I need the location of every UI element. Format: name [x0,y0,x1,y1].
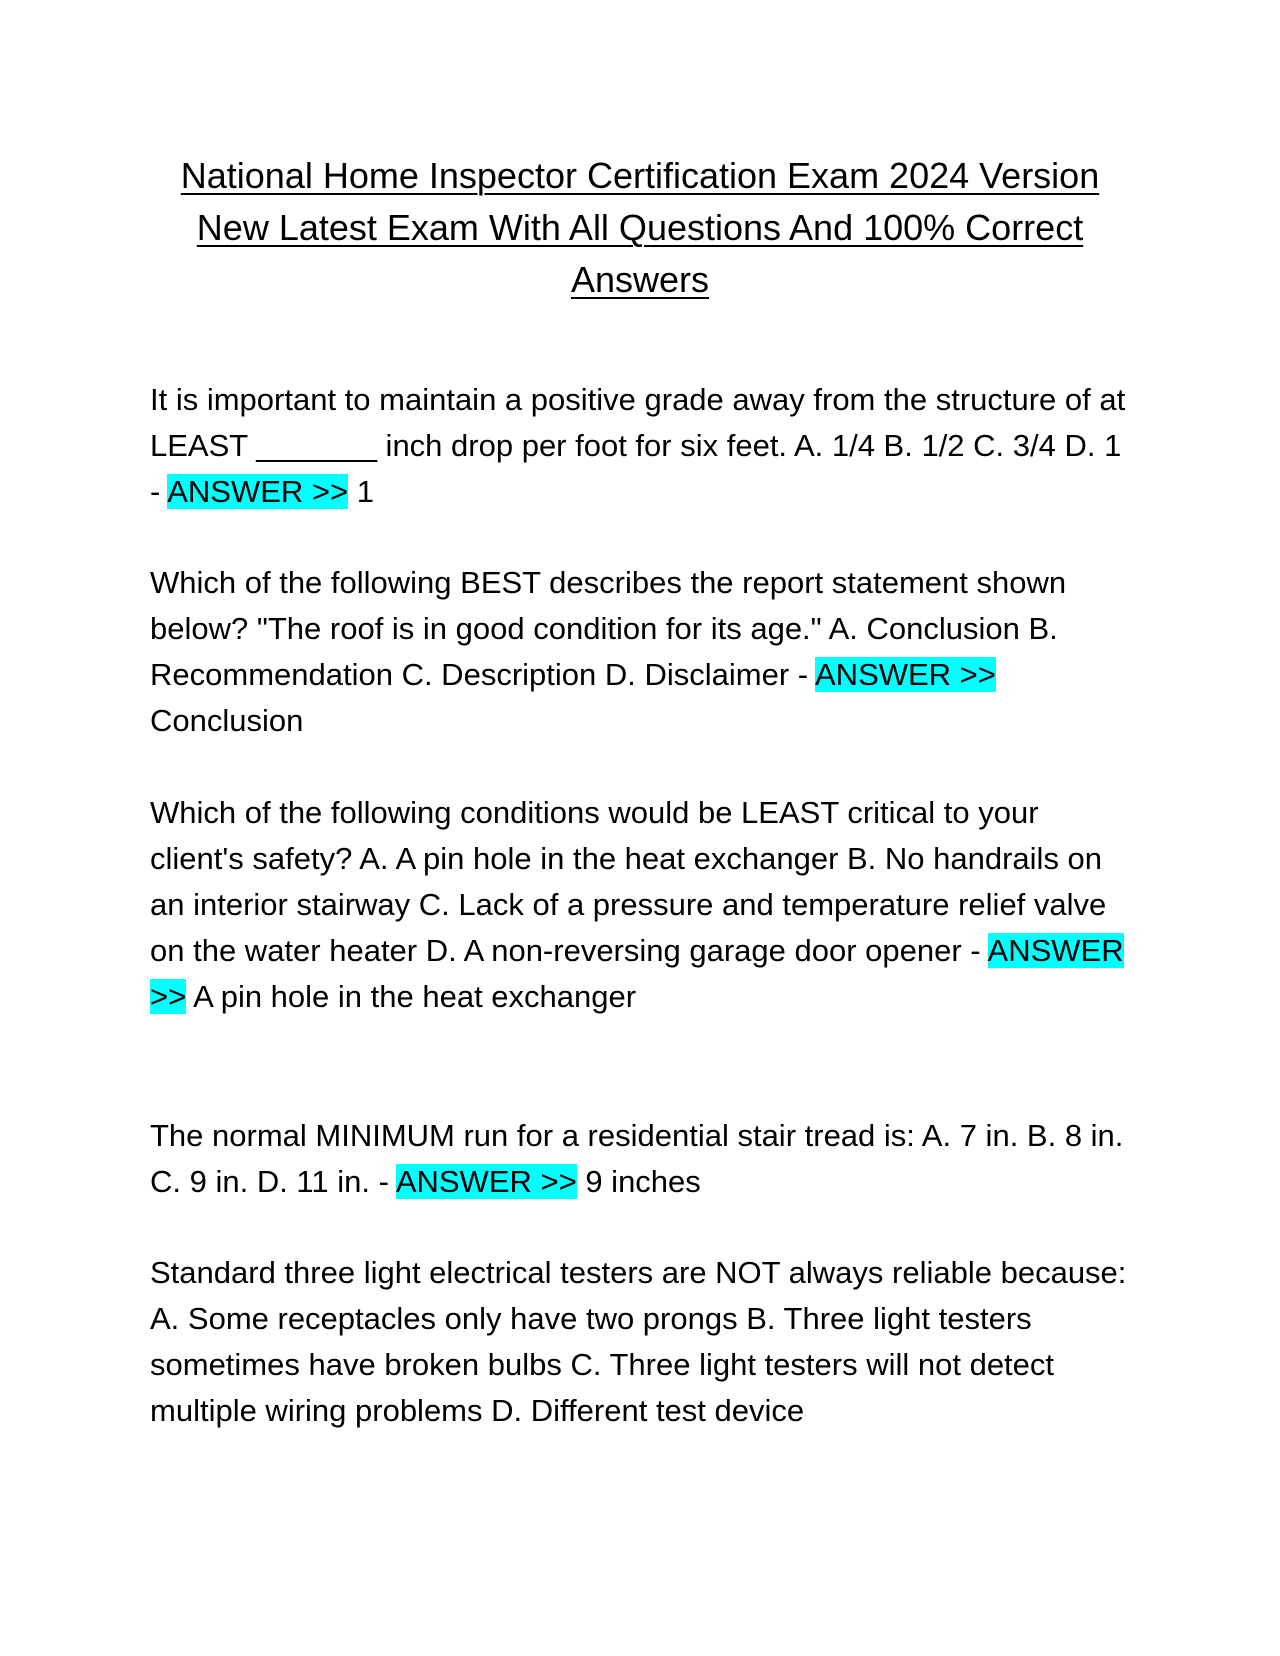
answer-label-highlight: ANSWER >> [815,657,996,692]
question-4 [150,1113,1135,1205]
answer-label-highlight: ANSWER >> [150,933,1124,1014]
question-4-text: The normal MINIMUM run for a residential stair tread is: A. 7 in. B. 8 in. C. 9 in. D. 11 in. - [150,1118,1124,1199]
question-2 [150,560,1135,744]
page-title: National Home Inspector Certification Exam 2024 Version New Latest Exam With All Questions And 100% Correct Answers [180,155,1100,300]
question-4-answer: 9 inches [585,1164,701,1199]
question-1-answer: 1 [356,474,374,509]
question-1 [150,377,1135,515]
question-3-text: Which of the following conditions would be LEAST critical to your client's safety? A. A pin hole in the heat exchanger B. No handrails on an interior stairway C. Lack of a pressure and temperature relief valve on the water heater D. A non-reversing garage door opener - [150,795,1107,968]
answer-label-highlight: ANSWER >> [167,474,349,509]
question-5 [150,1250,1135,1434]
question-5-text: Standard three light electrical testers are NOT always reliable because: A. Some receptacles only have two prongs B. Three light testers sometimes have broken bulbs C. Three light testers will not detect multiple wiring problems D. Different test device [150,1255,1127,1428]
answer-label-highlight: ANSWER >> [395,1164,577,1199]
question-2-answer: Conclusion [150,703,304,738]
question-2-text: Which of the following BEST describes the report statement shown below? "The roof is in good condition for its age." A. Conclusion B. Recommendation C. Description D. Disclaimer - [150,565,1067,692]
question-1-text: It is important to maintain a positive grade away from the structure of at LEAST _______ inch drop per foot for six feet. A. 1/4 B. 1/2 C. 3/4 D. 1 - [150,382,1126,509]
question-3-answer: A pin hole in the heat exchanger [193,979,637,1014]
question-3 [150,790,1135,1020]
